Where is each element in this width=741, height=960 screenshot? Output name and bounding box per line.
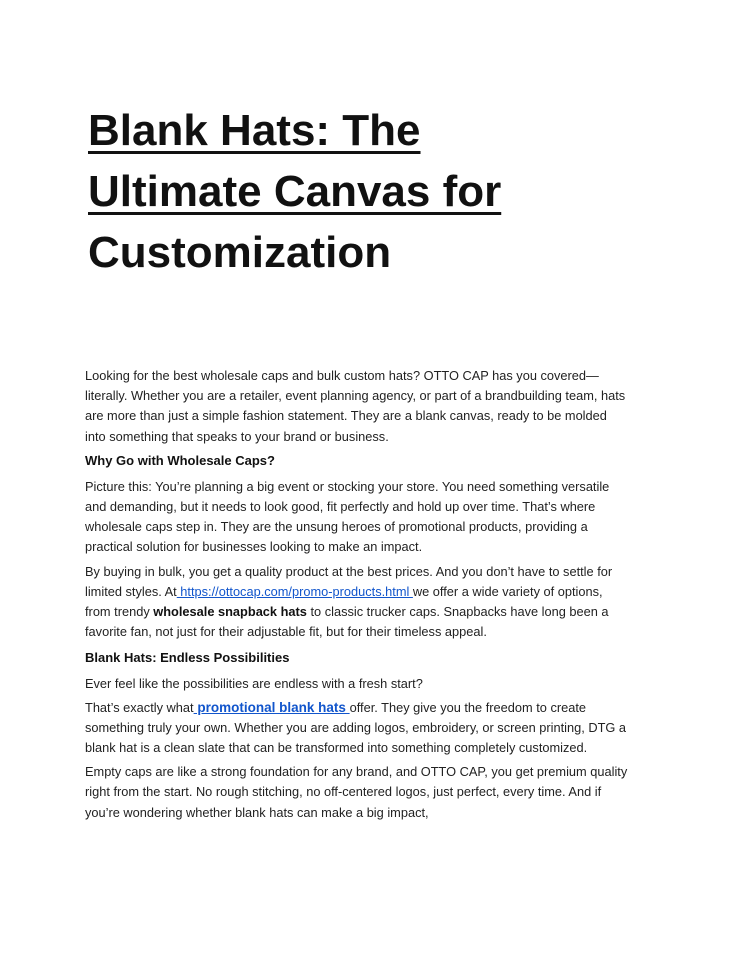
text-line: wholesale caps step in. They are the unsung heroes of promotional products, providing a bbox=[85, 519, 588, 535]
text-line: you’re wondering whether blank hats can make a big impact, bbox=[85, 804, 429, 820]
text-fragment: That’s exactly what bbox=[85, 699, 194, 715]
paragraph-fresh-start: Ever feel like the possibilities are endless with a fresh start? bbox=[85, 676, 423, 692]
text-fragment: limited styles. At bbox=[85, 583, 177, 599]
text-line bbox=[85, 698, 660, 718]
text-fragment: to classic trucker caps. Snapbacks have long been a bbox=[306, 604, 609, 620]
page-title bbox=[88, 100, 688, 283]
section-heading-blank-hats: Blank Hats: Endless Possibilities bbox=[85, 650, 290, 666]
text-line: Picture this: You’re planning a big event or stocking your store. You need something versatile bbox=[85, 478, 610, 494]
text-line: into something that speaks to your brand or business. bbox=[85, 428, 389, 444]
text-line: Looking for the best wholesale caps and bulk custom hats? OTTO CAP has you covered— bbox=[85, 368, 599, 383]
title-line-2: Ultimate Canvas for bbox=[88, 167, 502, 216]
text-line: Empty caps are like a strong foundation for any brand, and OTTO CAP, you get premium quality bbox=[85, 764, 628, 780]
paragraph-promotional bbox=[85, 698, 660, 759]
bold-phrase-snapback: wholesale snapback hats bbox=[153, 604, 307, 620]
article-body bbox=[85, 366, 660, 827]
text-line: blank hat is a clean slate that can be transformed into something completely customized. bbox=[85, 740, 588, 756]
paragraph-empty-caps bbox=[85, 762, 660, 823]
text-fragment: offer. They give you the freedom to create bbox=[349, 699, 587, 715]
text-line: By buying in bulk, you get a quality product at the best prices. And you don’t have to settle for bbox=[85, 563, 613, 579]
promo-products-link[interactable]: https://ottocap.com/promo-products.html bbox=[176, 583, 413, 599]
text-line: something truly your own. Whether you are adding logos, embroidery, or screen printing, DTG a bbox=[85, 719, 627, 735]
text-line: literally. Whether you are a retailer, event planning agency, or part of a brandbuilding team, hats bbox=[85, 388, 626, 404]
text-line: favorite fan, not just for their adjustable fit, but for their timeless appeal. bbox=[85, 624, 487, 640]
paragraph-picture-this bbox=[85, 477, 660, 558]
section-heading-wholesale: Why Go with Wholesale Caps? bbox=[85, 452, 275, 468]
text-fragment: we offer a wide variety of options, bbox=[412, 583, 603, 599]
text-line: practical solution for businesses looking to make an impact. bbox=[85, 539, 423, 555]
title-line-3: Customization bbox=[88, 228, 392, 277]
text-line: right from the start. No rough stitching, no off-centered logos, just perfect, every time. And if bbox=[85, 784, 602, 800]
text-line: and demanding, but it needs to look good, fit perfectly and hold up over time. That’s where bbox=[85, 499, 596, 515]
text-line: are more than just a simple fashion statement. They are a blank canvas, ready to be molded bbox=[85, 408, 607, 424]
text-line bbox=[85, 582, 660, 602]
text-line bbox=[85, 602, 660, 622]
text-fragment: from trendy bbox=[85, 604, 154, 620]
intro-paragraph bbox=[85, 366, 660, 447]
paragraph-buying-bulk bbox=[85, 562, 660, 643]
promotional-blank-hats-link[interactable]: promotional blank hats bbox=[193, 699, 350, 715]
title-line-1: Blank Hats: The bbox=[88, 106, 421, 155]
